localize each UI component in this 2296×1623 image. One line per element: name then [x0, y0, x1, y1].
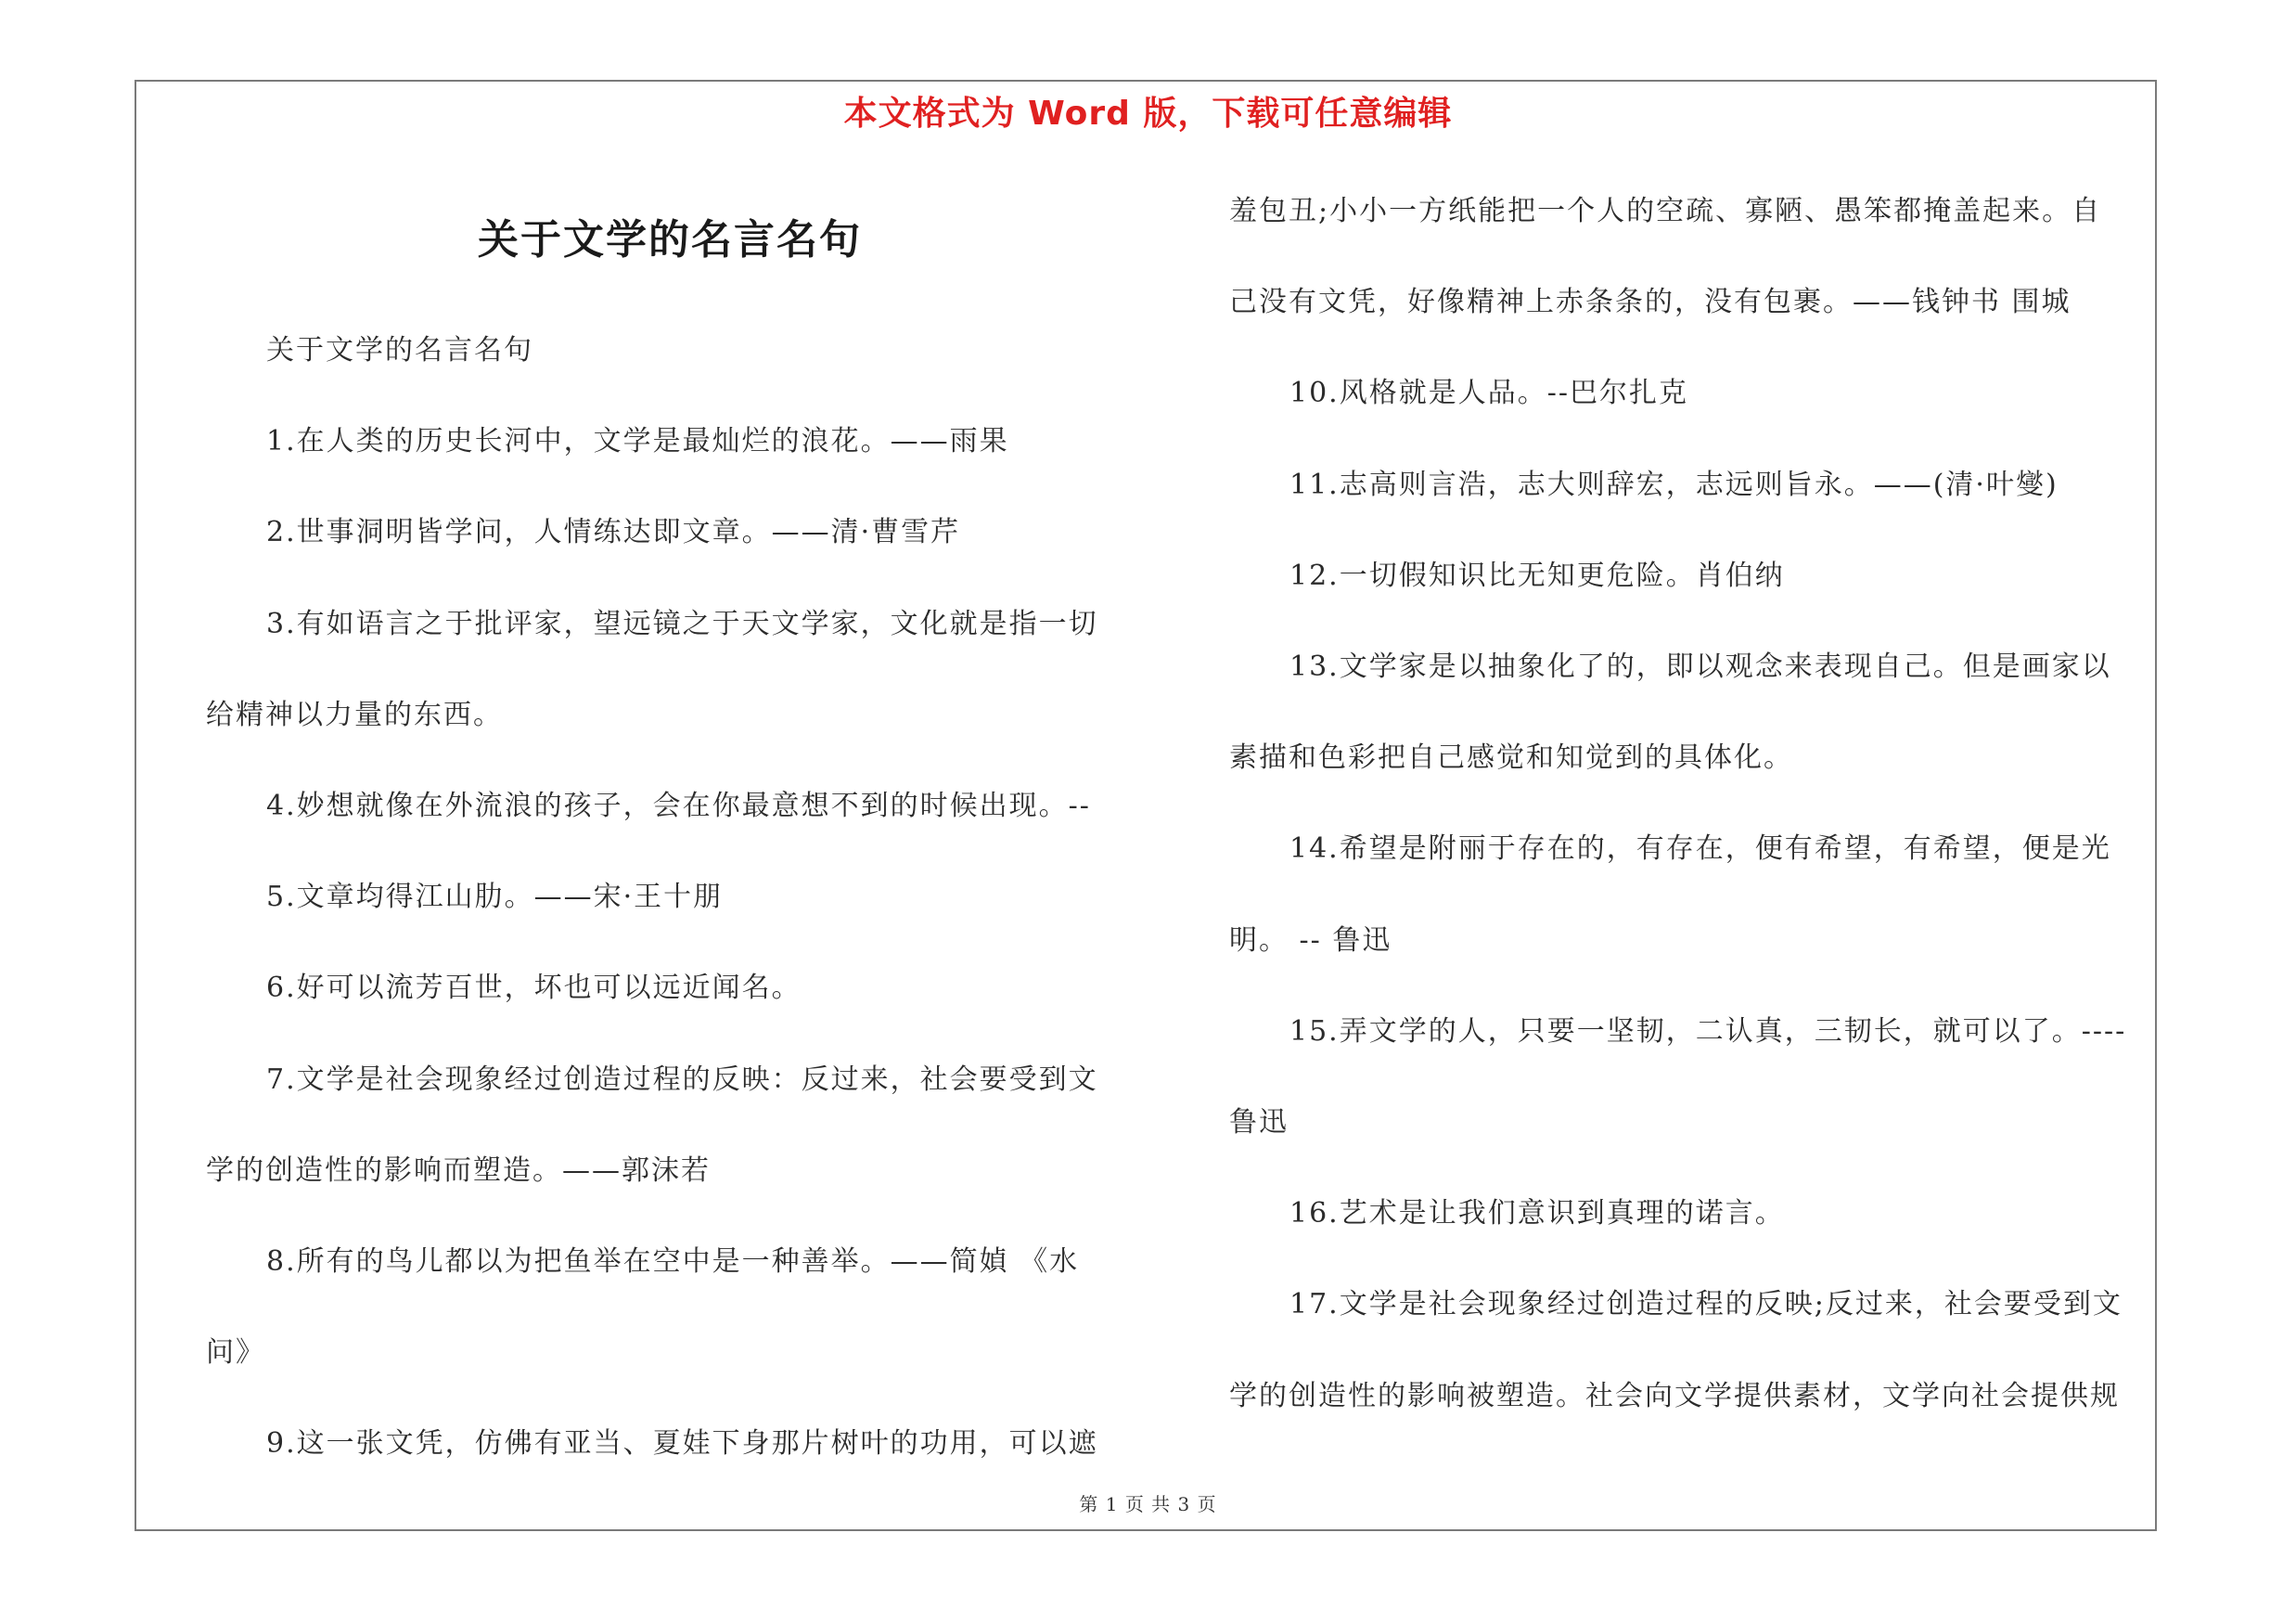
- text-line: 15.弄文学的人，只要一坚韧，二认真，三韧长，就可以了。----: [1289, 1014, 2127, 1048]
- text-line: 16.艺术是让我们意识到真理的诺言。: [1289, 1197, 1785, 1230]
- text-line: 学的创造性的影响而塑造。——郭沫若: [206, 1153, 711, 1187]
- text-line: 6.好可以流芳百世，坏也可以远近闻名。: [266, 972, 802, 1005]
- text-line: 关于文学的名言名句: [266, 334, 533, 367]
- text-line: 明。 -- 鲁迅: [1229, 923, 1392, 957]
- text-line: 学的创造性的影响被塑造。社会向文学提供素材，文学向社会提供规: [1229, 1379, 2120, 1412]
- text-line: 3.有如语言之于批评家，望远镜之于天文学家，文化就是指一切: [266, 607, 1098, 640]
- editable-format-banner: 本文格式为 Word 版，下载可任意编辑: [843, 95, 1453, 133]
- page-number-footer: 第 1 页 共 3 页: [1079, 1493, 1217, 1515]
- text-line: 5.文章均得江山肋。——宋·王十朋: [266, 881, 724, 914]
- text-line: 7.文学是社会现象经过创造过程的反映：反过来，社会要受到文: [266, 1063, 1098, 1096]
- text-line: 14.希望是附丽于存在的，有存在，便有希望，有希望，便是光: [1289, 832, 2111, 866]
- text-line: 4.妙想就像在外流浪的孩子，会在你最意想不到的时候出现。--: [266, 790, 1091, 822]
- text-line: 己没有文凭，好像精神上赤条条的，没有包裹。——钱钟书 围城: [1229, 286, 2072, 319]
- document-title: 关于文学的名言名句: [478, 216, 862, 264]
- text-line: 1.在人类的历史长河中，文学是最灿烂的浪花。——雨果: [266, 425, 1009, 458]
- text-line: 9.这一张文凭，仿佛有亚当、夏娃下身那片树叶的功用，可以遮: [266, 1427, 1098, 1461]
- text-line: 问》: [206, 1336, 265, 1370]
- text-line: 羞包丑;小小一方纸能把一个人的空疏、寡陋、愚笨都掩盖起来。自: [1229, 195, 2102, 227]
- text-line: 11.志高则言浩，志大则辞宏，志远则旨永。——(清·叶燮): [1289, 468, 2059, 501]
- text-line: 素描和色彩把自己感觉和知觉到的具体化。: [1229, 741, 1793, 775]
- text-line: 10.风格就是人品。--巴尔扎克: [1289, 377, 1688, 410]
- text-line: 17.文学是社会现象经过创造过程的反映;反过来，社会要受到文: [1289, 1288, 2123, 1321]
- text-line: 2.世事洞明皆学问，人情练达即文章。——清·曹雪芹: [266, 516, 961, 549]
- text-line: 12.一切假知识比无知更危险。肖伯纳: [1289, 559, 1785, 592]
- text-line: 鲁迅: [1229, 1106, 1289, 1139]
- text-line: 13.文学家是以抽象化了的，即以观念来表现自己。但是画家以: [1289, 650, 2111, 683]
- text-line: 8.所有的鸟儿都以为把鱼举在空中是一种善举。——简媜 《水: [266, 1245, 1080, 1278]
- text-line: 给精神以力量的东西。: [206, 698, 503, 731]
